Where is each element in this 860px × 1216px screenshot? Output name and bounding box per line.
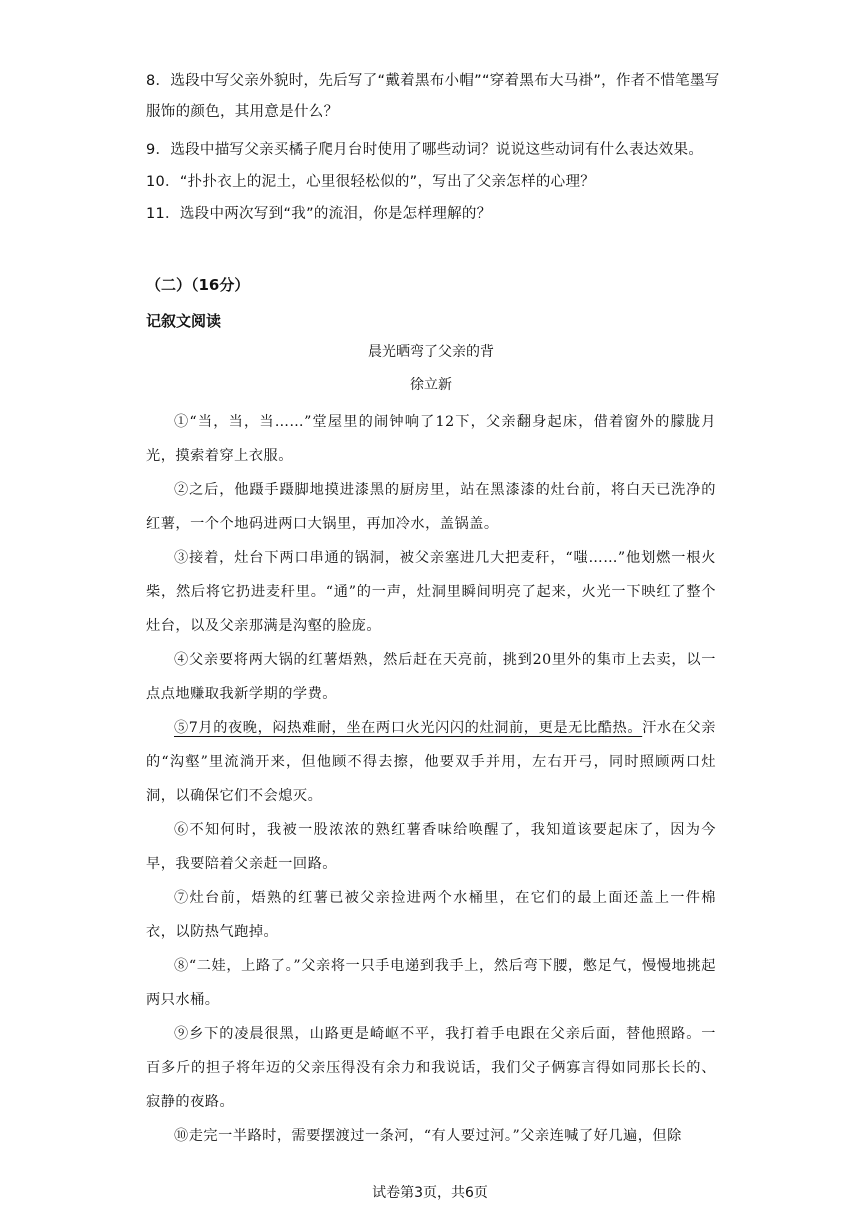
question-text: 选段中描写父亲买橘子爬月台时使用了哪些动词？说说这些动词有什么表达效果。 <box>170 142 704 158</box>
page-footer: 试卷第3页，共6页 <box>372 1185 488 1201</box>
article-author: 徐立新 <box>410 377 452 393</box>
question-text: 选段中两次写到“我”的流泪，你是怎样理解的？ <box>179 206 492 222</box>
question-number: 8． <box>146 73 171 89</box>
question-10 <box>146 167 726 198</box>
underlined-sentence: ⑤7月的夜晚，闷热难耐，坐在两口火光闪闪的灶洞前，更是无比酷热。 <box>174 720 643 736</box>
article-title: 晨光晒弯了父亲的背 <box>368 344 494 360</box>
paragraph-9: ⑨乡下的凌晨很黑，山路更是崎岖不平，我打着手电跟在父亲后面，替他照路。一百多斤的担子将年迈的父亲压得没有余力和我说话，我们父子俩寡言得如同那长长的、寂静的夜路。 <box>146 1026 716 1110</box>
question-8 <box>146 66 726 128</box>
question-number: 11． <box>146 206 180 222</box>
paragraph-3: ③接着，灶台下两口串通的锅洞，被父亲塞进几大把麦秆，“嗤……”他划燃一根火柴，然后将它扔进麦秆里。“通”的一声，灶洞里瞬间明亮了起来，火光一下映红了整个灶台，以及父亲那满是沟壑的脸庞。 <box>146 550 716 634</box>
paragraph-7: ⑦灶台前，焐熟的红薯已被父亲捡进两个水桶里，在它们的最上面还盖上一件棉衣，以防热气跑掉。 <box>146 890 716 940</box>
question-9 <box>146 135 726 166</box>
paragraph-8: ⑧“二娃，上路了。”父亲将一只手电递到我手上，然后弯下腰，憋足气，慢慢地挑起两只水桶。 <box>146 958 716 1008</box>
paragraph-1: ①“当，当，当……”堂屋里的闹钟响了12下，父亲翻身起床，借着窗外的朦胧月光，摸索着穿上衣服。 <box>146 414 716 464</box>
question-text: “扑扑衣上的泥土，心里很轻松似的”，写出了父亲怎样的心理？ <box>179 174 596 190</box>
paragraph-2: ②之后，他蹑手蹑脚地摸进漆黑的厨房里，站在黑漆漆的灶台前，将白天已洗净的红薯，一个个地码进两口大锅里，再加冷水，盖锅盖。 <box>146 482 716 532</box>
paragraph-4: ④父亲要将两大锅的红薯焐熟，然后赶在天亮前，挑到20里外的集市上去卖，以一点点地赚取我新学期的学费。 <box>146 652 716 702</box>
question-number: 10． <box>146 174 180 190</box>
paragraph-6: ⑥不知何时，我被一股浓浓的熟红薯香味给唤醒了，我知道该要起床了，因为今早，我要陪着父亲赶一回路。 <box>146 822 716 872</box>
paragraph-5-rest: 汗水在父亲的“沟壑”里流淌开来，但他顾不得去擦，他要双手并用，左右开弓，同时照顾两口灶洞，以确保它们不会熄灭。 <box>146 720 716 804</box>
paragraph-5 <box>146 711 716 813</box>
section-heading: （二）（16分） <box>146 276 250 294</box>
section-type-label: 记叙文阅读 <box>146 312 222 330</box>
question-text: 选段中写父亲外貌时，先后写了“戴着黑布小帽”“穿着黑布大马褂”，作者不惜笔墨写服饰的颜色，其用意是什么？ <box>146 73 720 120</box>
question-11 <box>146 199 726 230</box>
paragraph-10: ⑩走完一半路时，需要摆渡过一条河，“有人要过河。”父亲连喊了好几遍，但除 <box>174 1128 682 1144</box>
question-number: 9． <box>146 142 171 158</box>
